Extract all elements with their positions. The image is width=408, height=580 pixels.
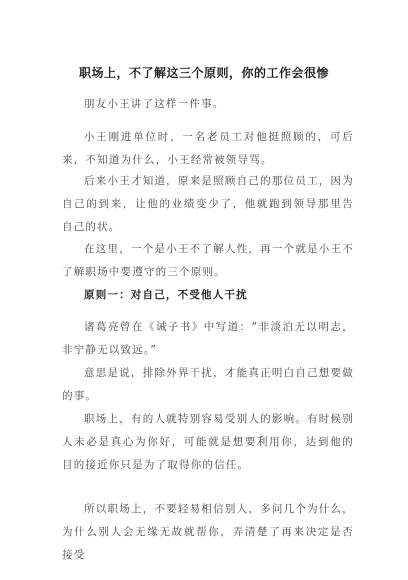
paragraph-8: 所以职场上，不要轻易相信别人，多问几个为什么，为什么别人会无缘无故就帮你，弄清楚了再来决定是否接受 [62, 503, 354, 561]
paragraph-6: 意思是说，排除外界干扰，才能真正明白自己想要做的事。 [62, 367, 354, 402]
paragraph-5: 诸葛亮曾在《诫子书》中写道：“非淡泊无以明志，非宁静无以致远。” [62, 321, 354, 356]
paragraph-7: 职场上，有的人就特别容易受别人的影响。有时候别人未必是真心为你好，可能就是想要利用你，达到他的目的接近你只是为了取得你的信任。 [62, 413, 354, 471]
paragraph-3: 后来小王才知道，原来是照顾自己的那位员工，因为自己的到来，让他的业绩变少了，他就跑到领导那里告自己的状。 [62, 175, 354, 233]
paragraph-2: 小王刚进单位时，一名老员工对他挺照顾的，可后来，不知道为什么，小王经常被领导骂。 [62, 131, 354, 166]
document-title: 职场上，不了解这三个原则，你的工作会很惨 [78, 66, 329, 80]
paragraph-4: 在这里，一个是小王不了解人性，再一个就是小王不了解职场中要遵守的三个原则。 [62, 243, 354, 278]
paragraph-1: 朋友小王讲了这样一件事。 [84, 98, 225, 110]
section-heading-principle-1: 原则一：对自己，不受他人干扰 [84, 289, 248, 301]
